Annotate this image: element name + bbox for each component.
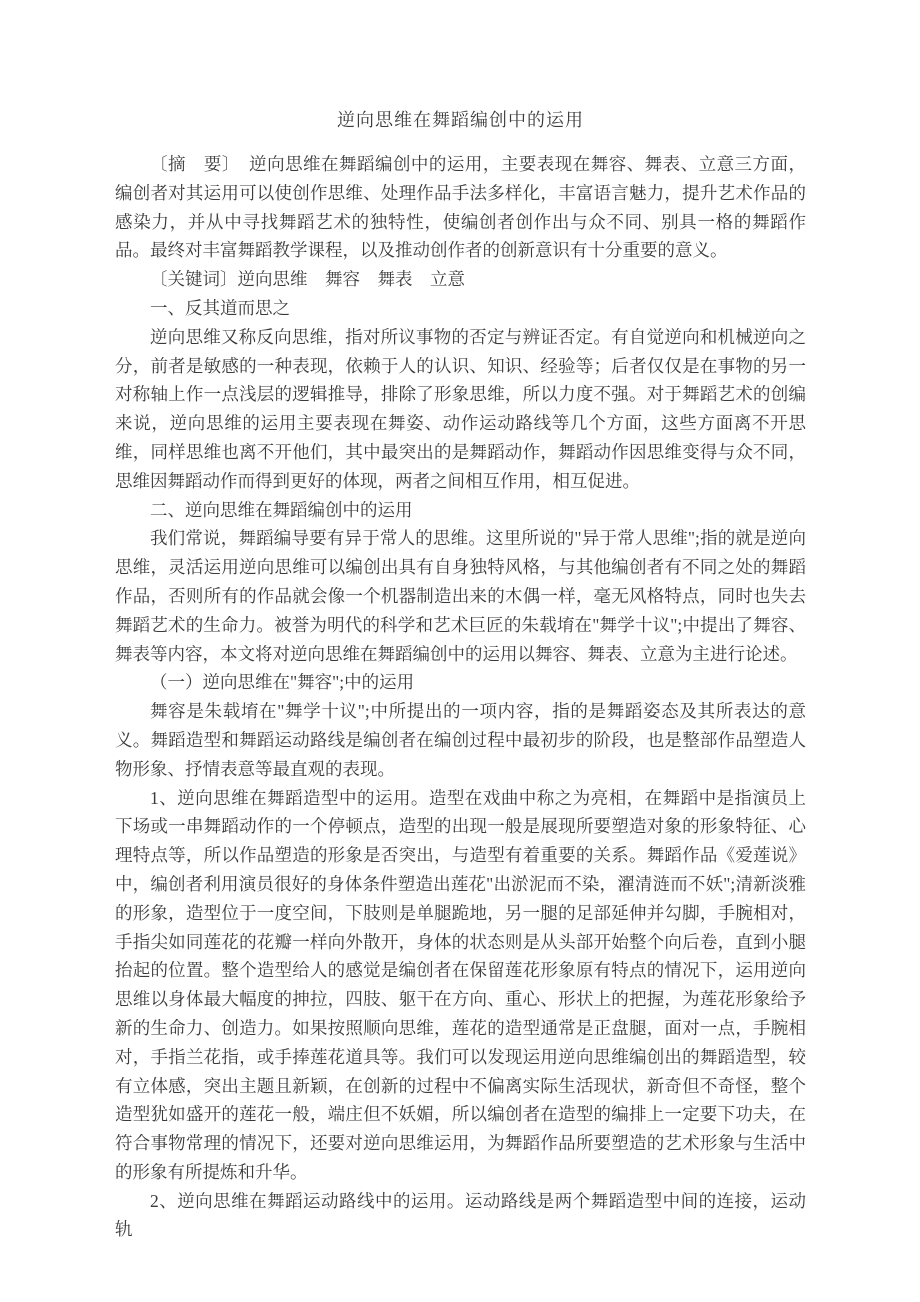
document-title: 逆向思维在舞蹈编创中的运用 — [337, 110, 584, 130]
section-heading-2: 二、逆向思维在舞蹈编创中的运用 — [150, 499, 413, 520]
body-paragraph: 2、逆向思维在舞蹈运动路线中的运用。运动路线是两个舞蹈造型中间的连接，运动轨 — [115, 1190, 806, 1240]
body-paragraph: 我们常说，舞蹈编导要有异于常人的思维。这里所说的"异于常人思维";指的就是逆向思维，灵活运用逆向思维可以编创出具有自身独特风格，与其他编创者有不同之处的舞蹈作品，否则所有的作品就会像一个机器制造出来的木偶一样，毫无风格特点，同时也失去舞蹈艺术的生命力。被誉为明代的科学和艺术巨匠的朱载堉在"舞学十议";中提出了舞容、舞表等内容，本文将对逆向思维在舞蹈编创中的运用以舞容、舞表、立意为主进行论述。 — [115, 528, 806, 664]
abstract-paragraph: 〔摘 要〕 逆向思维在舞蹈编创中的运用，主要表现在舞容、舞表、立意三方面，编创者对其运用可以使创作思维、处理作品手法多样化，丰富语言魅力，提升艺术作品的感染力，并从中寻找舞蹈艺术的独特性，使编创者创作出与众不同、别具一格的舞蹈作品。最终对丰富舞蹈教学课程，以及推动创作者的创新意识有十分重要的意义。 — [115, 154, 806, 261]
section-heading-1: 一、反其道而思之 — [150, 297, 290, 318]
body-paragraph: 舞容是朱载堉在"舞学十议";中所提出的一项内容，指的是舞蹈姿态及其所表达的意义。舞蹈造型和舞蹈运动路线是编创者在编创过程中最初步的阶段，也是整部作品塑造人物形象、抒情表意等最直观的表现。 — [115, 701, 806, 779]
body-paragraph: 逆向思维又称反向思维，指对所议事物的否定与辨证否定。有自觉逆向和机械逆向之分，前者是敏感的一种表现，依赖于人的认识、知识、经验等；后者仅仅是在事物的另一对称轴上作一点浅层的逻辑推导，排除了形象思维，所以力度不强。对于舞蹈艺术的创编来说，逆向思维的运用主要表现在舞姿、动作运动路线等几个方面，这些方面离不开思维，同样思维也离不开他们，其中最突出的是舞蹈动作，舞蹈动作因思维变得与众不同，思维因舞蹈动作而得到更好的体现，两者之间相互作用，相互促进。 — [115, 326, 806, 491]
subsection-heading-1: （一）逆向思维在"舞容";中的运用 — [150, 672, 415, 693]
document-body — [115, 150, 806, 1244]
body-paragraph: 1、逆向思维在舞蹈造型中的运用。造型在戏曲中称之为亮相，在舞蹈中是指演员上下场或一串舞蹈动作的一个停顿点，造型的出现一般是展现所要塑造对象的形象特征、心理特点等，所以作品塑造的形象是否突出，与造型有着重要的关系。舞蹈作品《爱莲说》中，编创者利用演员很好的身体条件塑造出莲花"出淤泥而不染，濯清涟而不妖";清新淡雅的形象，造型位于一度空间，下肢则是单腿跪地，另一腿的足部延伸并勾脚，手腕相对，手指尖如同莲花的花瓣一样向外散开，身体的状态则是从头部开始整个向后卷，直到小腿抬起的位置。整个造型给人的感觉是编创者在保留莲花形象原有特点的情况下，运用逆向思维以身体最大幅度的抻拉，四肢、躯干在方向、重心、形状上的把握，为莲花形象给予新的生命力、创造力。如果按照顺向思维，莲花的造型通常是正盘腿，面对一点，手腕相对，手指兰花指，或手捧莲花道具等。我们可以发现运用逆向思维编创出的舞蹈造型，较有立体感，突出主题且新颖，在创新的过程中不偏离实际生活现状，新奇但不奇怪，整个造型犹如盛开的莲花一般，端庄但不妖媚，所以编创者在造型的编排上一定要下功夫，在符合事物常理的情况下，还要对逆向思维运用，为舞蹈作品所要塑造的艺术形象与生活中的形象有所提炼和升华。 — [115, 787, 806, 1182]
keywords-paragraph: 〔关键词〕逆向思维 舞容 舞表 立意 — [150, 269, 465, 290]
